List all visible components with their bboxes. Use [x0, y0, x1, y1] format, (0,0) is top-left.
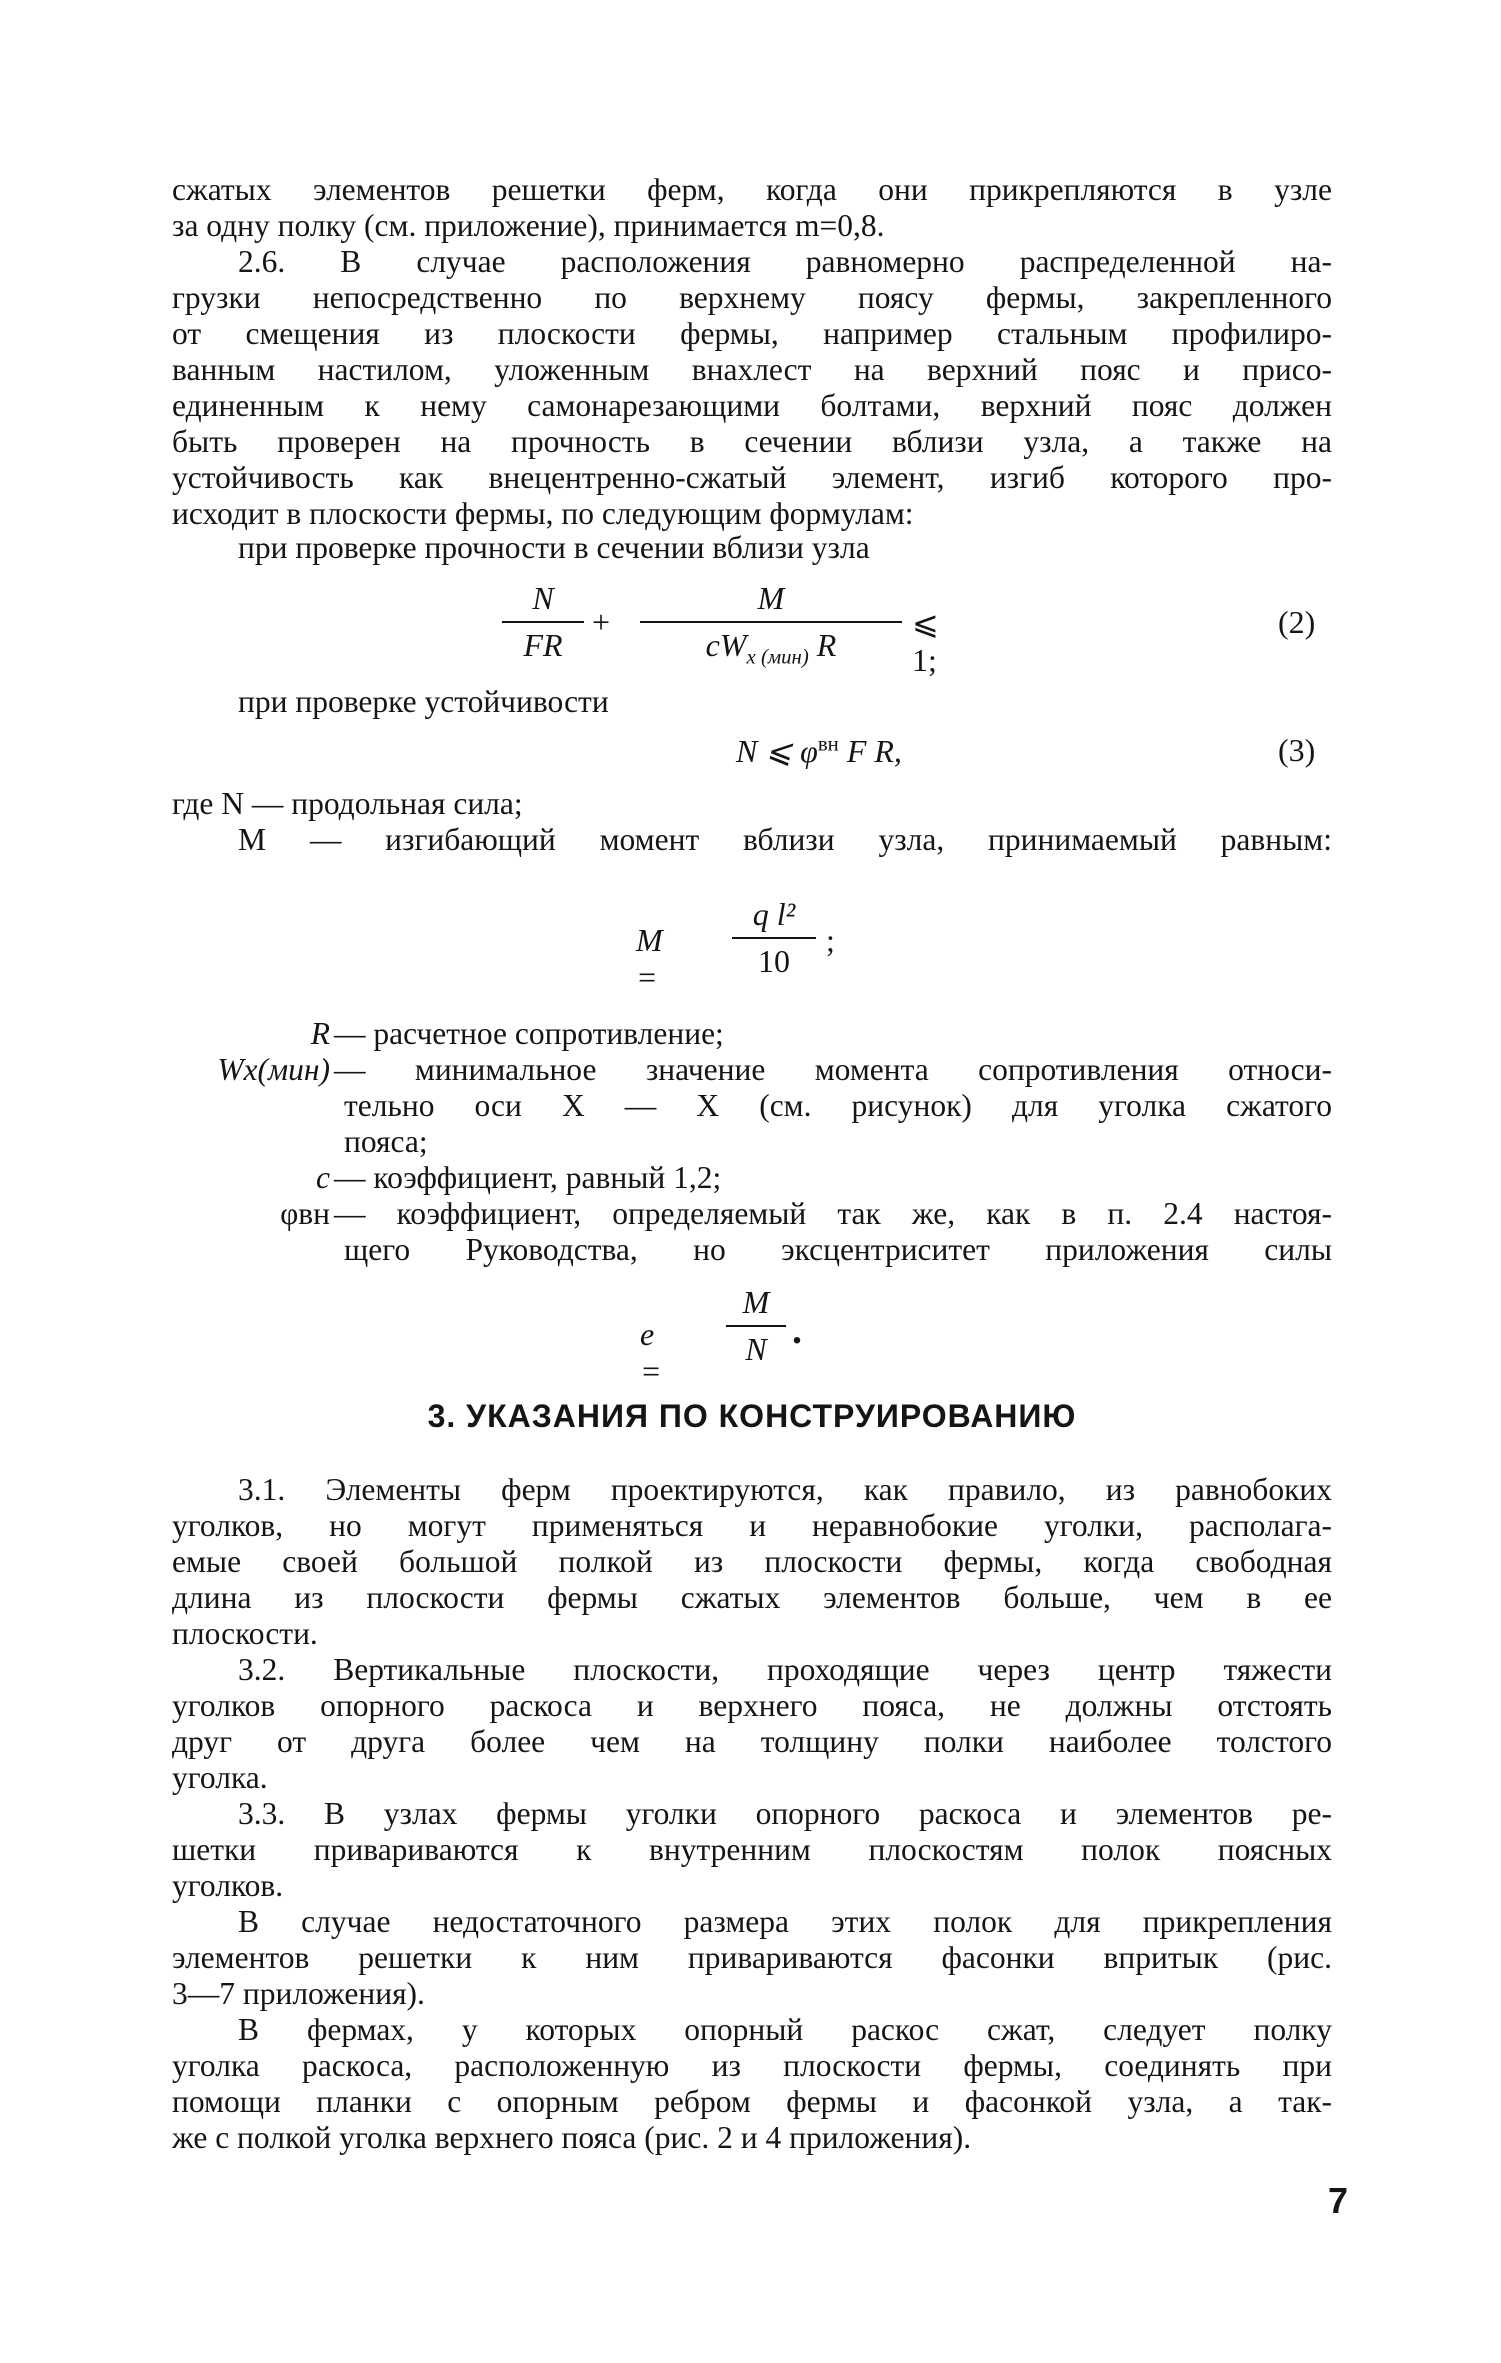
- para-3-3-line: 3.3. В узлах фермы уголки опорного раскоса и элементов ре-: [238, 1796, 1332, 1831]
- para-2-6-line: от смещения из плоскости фермы, например стальным профилиро-: [172, 316, 1332, 351]
- formula-3-lhs: N ⩽ φ: [736, 733, 818, 769]
- definition-text: — минимальное значение момента сопротивления относи-: [334, 1052, 1332, 1087]
- para-gusset-line: В случае недостаточного размера этих полок для прикрепления: [238, 1904, 1332, 1939]
- para-2-6-line: ванным настилом, уложенным внахлест на верхний пояс и присо-: [172, 352, 1332, 387]
- definition-term: φвн: [280, 1196, 330, 1231]
- definition-text: — коэффициент, определяемый так же, как в п. 2.4 настоя-: [334, 1196, 1332, 1231]
- numerator: M: [742, 1284, 770, 1320]
- numerator: q l²: [752, 896, 796, 932]
- para-brace-line: же с полкой уголка верхнего пояса (рис. 2 и 4 приложения).: [172, 2120, 972, 2155]
- text-line: сжатых элементов решетки ферм, когда они прикрепляются в узле: [172, 172, 1332, 207]
- definition-text: тельно оси X — X (см. рисунок) для уголка сжатого: [344, 1088, 1332, 1123]
- equation-number-3: (3): [1278, 732, 1316, 768]
- para-gusset-line: элементов решетки к ним привариваются фасонки впритык (рис.: [172, 1940, 1332, 1975]
- para-3-1-line: емые своей большой полкой из плоскости фермы, когда свободная: [172, 1544, 1332, 1579]
- formula-3-tail: F R,: [838, 733, 902, 769]
- para-2-6-line: грузки непосредственно по верхнему поясу фермы, закрепленного: [172, 280, 1332, 315]
- para-3-2-line: уголка.: [172, 1760, 268, 1795]
- para-3-3-line: уголков.: [172, 1868, 284, 1903]
- fraction-ql2-over-10: [732, 896, 816, 980]
- wx-subscript: x (мин): [746, 645, 809, 669]
- definition-text: щего Руководства, но эксцентриситет приложения силы: [344, 1232, 1332, 1267]
- para-3-1-line: длина из плоскости фермы сжатых элементов больше, чем в ее: [172, 1580, 1332, 1615]
- para-3-1-line: 3.1. Элементы ферм проектируются, как правило, из равнобоких: [238, 1472, 1332, 1507]
- para-brace-line: В фермах, у которых опорный раскос сжат, следует полку: [238, 2012, 1332, 2047]
- period: .: [792, 1307, 802, 1352]
- stability-intro: при проверке устойчивости: [238, 684, 609, 719]
- para-3-2-line: 3.2. Вертикальные плоскости, проходящие через центр тяжести: [238, 1652, 1332, 1687]
- fraction-n-over-fr: [502, 580, 584, 664]
- definition-text: пояса;: [344, 1124, 428, 1159]
- strength-intro: при проверке прочности в сечении вблизи узла: [238, 530, 870, 565]
- relation-le-one: ⩽ 1;: [912, 605, 939, 678]
- para-2-6-line: исходит в плоскости фермы, по следующим формулам:: [172, 496, 914, 531]
- formula-3: [736, 732, 902, 770]
- para-brace-line: помощи планки с опорным ребром фермы и фасонкой узла, а так-: [172, 2084, 1332, 2119]
- where-line: M — изгибающий момент вблизи узла, принимаемый равным:: [238, 822, 1332, 857]
- definition-term: R: [310, 1016, 330, 1051]
- para-2-6-line: быть проверен на прочность в сечении вблизи узла, а также на: [172, 424, 1332, 459]
- denominator: FR: [523, 627, 563, 663]
- denominator: [640, 623, 902, 669]
- para-2-6-line: 2.6. В случае расположения равномерно распределенной на-: [238, 244, 1332, 279]
- plus-sign: +: [592, 604, 611, 640]
- para-3-3-line: шетки привариваются к внутренним плоскостям полок поясных: [172, 1832, 1332, 1867]
- para-brace-line: уголка раскоса, расположенную из плоскости фермы, соединять при: [172, 2048, 1332, 2083]
- para-2-6-line: устойчивость как внецентренно-сжатый элемент, изгиб которого про-: [172, 460, 1332, 495]
- section-heading: 3. УКАЗАНИЯ ПО КОНСТРУИРОВАНИЮ: [427, 1398, 1077, 1434]
- where-line: где N — продольная сила;: [172, 786, 523, 821]
- para-gusset-line: 3—7 приложения).: [172, 1976, 425, 2011]
- text-line: за одну полку (см. приложение), принимается m=0,8.: [172, 208, 885, 243]
- para-3-1-line: плоскости.: [172, 1616, 318, 1651]
- denominator: N: [745, 1331, 767, 1367]
- r-symbol: R: [816, 627, 837, 663]
- equation-number-2: (2): [1278, 604, 1316, 640]
- semicolon: ;: [826, 922, 835, 958]
- eccentricity-lhs: e =: [640, 1316, 662, 1389]
- phi-superscript: вн: [817, 732, 839, 756]
- cw-symbol: cW: [705, 627, 747, 663]
- definition-text: — расчетное сопротивление;: [334, 1016, 724, 1051]
- denominator: 10: [758, 943, 790, 979]
- numerator: N: [532, 580, 554, 616]
- para-3-2-line: друг от друга более чем на толщину полки наиболее толстого: [172, 1724, 1332, 1759]
- moment-lhs: M =: [636, 922, 663, 995]
- page-number: 7: [1328, 2180, 1349, 2221]
- para-3-1-line: уголков, но могут применяться и неравнобокие уголки, располага-: [172, 1508, 1332, 1543]
- numerator: M: [757, 580, 785, 616]
- definition-term: c: [316, 1160, 330, 1195]
- para-2-6-line: единенным к нему самонарезающими болтами, верхний пояс должен: [172, 388, 1332, 423]
- definition-term: Wx(мин): [217, 1052, 330, 1087]
- para-3-2-line: уголков опорного раскоса и верхнего пояса, не должны отстоять: [172, 1688, 1332, 1723]
- definition-text: — коэффициент, равный 1,2;: [334, 1160, 722, 1195]
- fraction-m-over-cwr: [640, 580, 902, 669]
- fraction-m-over-n: [726, 1284, 786, 1368]
